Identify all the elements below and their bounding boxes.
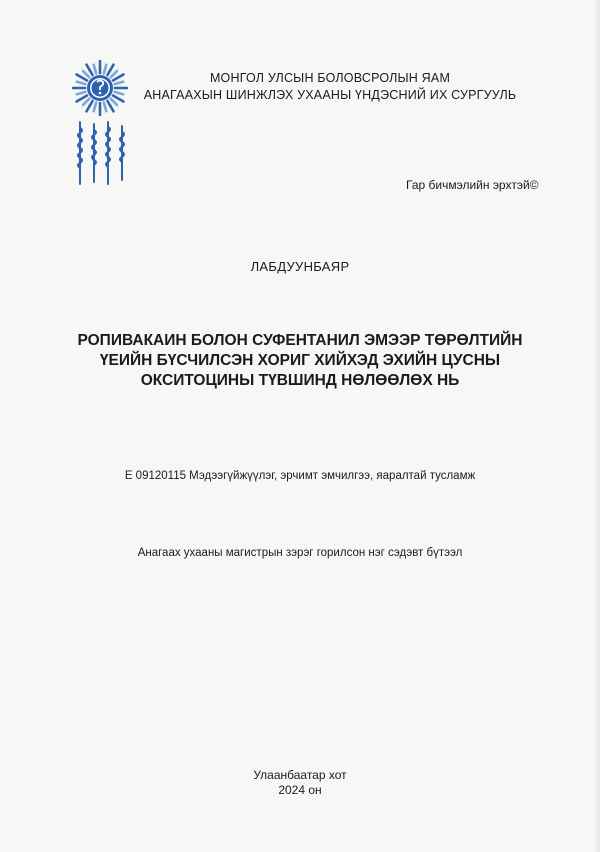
title-line: ОКСИТОЦИНЫ ТҮВШИНД НӨЛӨӨЛӨХ НЬ: [140, 372, 460, 389]
specialty-code: E 09120115 Мэдээгүйжүүлэг, эрчимт эмчилгээ, яаралтай тусламж: [124, 470, 476, 482]
degree-statement: Анагаах ухааны магистрын зэрэг горилсон нэг сэдэвт бүтээл: [137, 547, 463, 559]
place: Улаанбаатар хот: [253, 768, 347, 782]
author-name: ЛАБДУУНБАЯР: [250, 259, 350, 274]
ministry-name: МОНГОЛ УЛСЫН БОЛОВСРОЛЫН ЯАМ: [209, 71, 451, 85]
title-line: ҮЕИЙН БҮСЧИЛСЭН ХОРИГ ХИЙХЭД ЭХИЙН ЦУСНЫ: [99, 352, 501, 369]
place-and-year: [0, 768, 600, 798]
university-name: АНАГААХЫН ШИНЖЛЭХ УХААНЫ ҮНДЭСНИЙ ИХ СУРГУУЛЬ: [143, 88, 517, 102]
year: 2024 он: [278, 783, 322, 797]
mongolian-script-icon: [70, 118, 130, 190]
title-line: РОПИВАКАИН БОЛОН СУФЕНТАНИЛ ЭМЭЭР ТӨРӨЛТИЙН: [77, 332, 523, 349]
page-edge-shadow: [594, 0, 600, 852]
university-emblem-icon: [72, 60, 128, 116]
copyright-note: Гар бичмэлийн эрхтэй©: [406, 178, 539, 192]
thesis-title: [50, 331, 550, 391]
institution-header: [140, 70, 520, 104]
